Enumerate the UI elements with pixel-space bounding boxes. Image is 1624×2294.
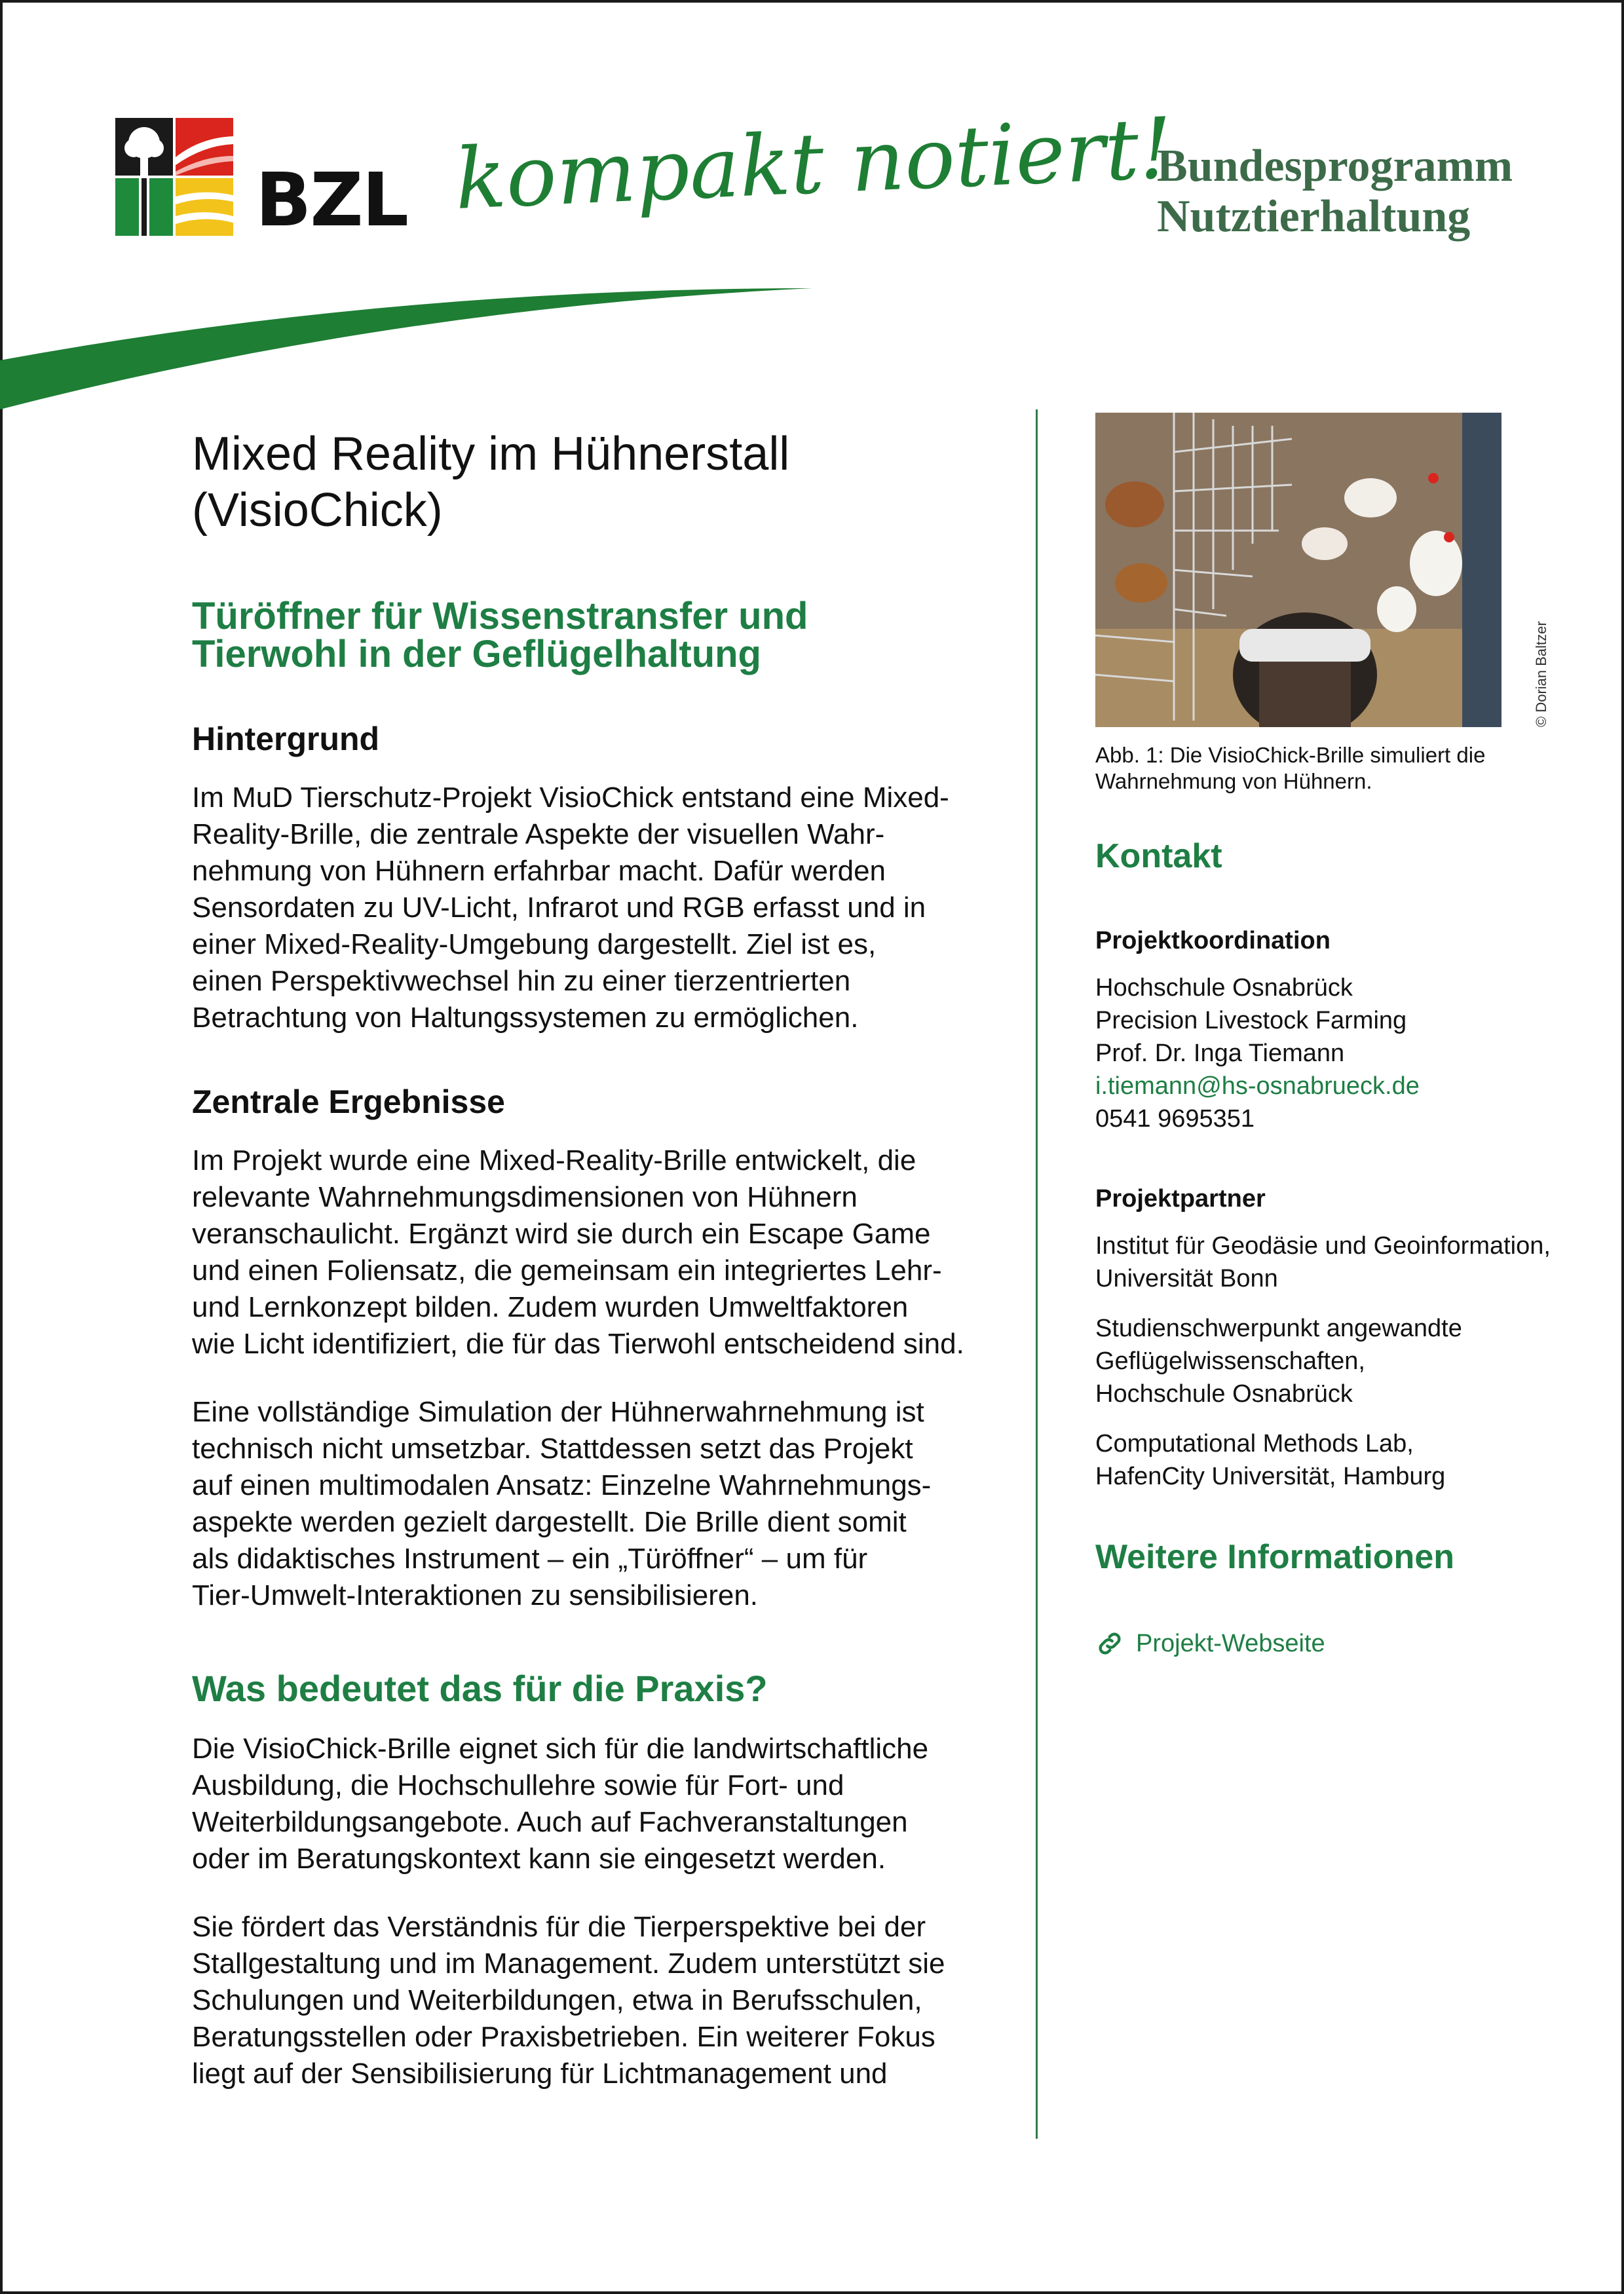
photo-caption — [1095, 742, 1515, 795]
background-heading: Hintergrund — [192, 721, 380, 757]
text-line: veranschaulicht. Ergänzt wird sie durch ein Escape Game — [192, 1218, 931, 1250]
subtitle — [192, 597, 1017, 673]
text-line: und einen Foliensatz, die gemeinsam ein integriertes Lehr- — [192, 1254, 942, 1287]
text-line: einen Perspektivwechsel hin zu einer tierzentrierten — [192, 965, 851, 997]
text-line: Geflügelwissenschaften, — [1095, 1347, 1365, 1375]
text-line: Hochschule Osnabrück — [1095, 1380, 1353, 1408]
bzl-logo — [115, 118, 233, 236]
practice-paragraph-2 — [192, 1909, 1017, 2092]
email-link[interactable]: i.tiemann@hs-osnabrueck.de — [1095, 1072, 1420, 1100]
text-line: Precision Livestock Farming — [1095, 1007, 1407, 1034]
text-line: Studienschwerpunkt angewandte — [1095, 1315, 1462, 1342]
subtitle-line: Türöffner für Wissenstransfer und — [192, 595, 808, 637]
text-line: Beratungsstellen oder Praxisbetrieben. Ein weiterer Fokus — [192, 2021, 935, 2053]
results-paragraph-1 — [192, 1142, 1017, 1363]
text-line: Betrachtung von Haltungssystemen zu ermöglichen. — [192, 1002, 859, 1034]
text-line: Institut für Geodäsie und Geoinformation, — [1095, 1232, 1551, 1260]
text-line: Die VisioChick-Brille eignet sich für die landwirtschaftliche — [192, 1733, 929, 1765]
partners-heading: Projektpartner — [1095, 1185, 1266, 1213]
text-line: Stallgestaltung und im Management. Zudem unterstützt sie — [192, 1947, 945, 1980]
text-line: Universität Bonn — [1095, 1265, 1278, 1292]
sidebar — [1095, 835, 1580, 1658]
text-line: relevante Wahrnehmungsdimensionen von Hühnern — [192, 1181, 858, 1213]
text-line: technisch nicht umsetzbar. Stattdessen setzt das Projekt — [192, 1433, 913, 1465]
text-line: wie Licht identifiziert, die für das Tierwohl entscheidend sind. — [192, 1328, 964, 1360]
info-heading: Weitere Informationen — [1095, 1538, 1455, 1576]
logo-wordmark: BZL — [255, 158, 407, 243]
title-line: Mixed Reality im Hühnerstall — [192, 428, 790, 480]
phone-number: 0541 9695351 — [1095, 1105, 1255, 1133]
program-name — [1157, 141, 1513, 242]
text-line: einer Mixed-Reality-Umgebung dargestellt. Ziel ist es, — [192, 928, 877, 960]
text-line: Prof. Dr. Inga Tiemann — [1095, 1040, 1345, 1067]
main-content — [192, 426, 1017, 2092]
text-line: Weiterbildungsangebote. Auch auf Fachveranstaltungen — [192, 1806, 908, 1838]
contact-heading: Kontakt — [1095, 837, 1222, 875]
text-line: auf einen multimodalen Ansatz: Einzelne Wahrnehmungs- — [192, 1469, 932, 1501]
slogan: kompakt notiert! — [453, 100, 1175, 229]
caption-line: Wahrnehmung von Hühnern. — [1095, 769, 1372, 793]
text-line: Tier-Umwelt-Interaktionen zu sensibilisieren. — [192, 1579, 759, 1611]
photo-credit: © Dorian Baltzer — [1533, 621, 1549, 727]
text-line: Im MuD Tierschutz-Projekt VisioChick entstand eine Mixed- — [192, 781, 949, 814]
link-icon — [1095, 1629, 1124, 1658]
caption-line: Abb. 1: Die VisioChick-Brille simuliert die — [1095, 743, 1486, 767]
coordination-block — [1095, 971, 1580, 1135]
visiochick-photo — [1095, 413, 1501, 727]
text-line: Sensordaten zu UV-Licht, Infrarot und RGB erfasst und in — [192, 892, 926, 924]
partner-3 — [1095, 1427, 1580, 1493]
text-line: und Lernkonzept bilden. Zudem wurden Umweltfaktoren — [192, 1291, 909, 1323]
results-heading: Zentrale Ergebnisse — [192, 1083, 505, 1120]
text-line: Schulungen und Weiterbildungen, etwa in Berufsschulen, — [192, 1984, 922, 2016]
text-line: nehmung von Hühnern erfahrbar macht. Dafür werden — [192, 855, 886, 887]
column-divider — [1036, 409, 1038, 2139]
text-line: liegt auf der Sensibilisierung für Lichtmanagement und — [192, 2058, 888, 2090]
partner-2 — [1095, 1312, 1580, 1410]
program-line-1: Bundesprogramm — [1157, 141, 1513, 191]
header-swoosh — [0, 282, 825, 413]
page-title — [192, 426, 1017, 538]
link-label[interactable]: Projekt-Webseite — [1136, 1629, 1325, 1657]
text-line: Ausbildung, die Hochschullehre sowie für Fort- und — [192, 1769, 844, 1801]
title-line: (VisioChick) — [192, 484, 443, 536]
text-line: oder im Beratungskontext kann sie eingesetzt werden. — [192, 1843, 886, 1875]
text-line: als didaktisches Instrument – ein „Türöffner“ – um für — [192, 1543, 868, 1575]
text-line: Im Projekt wurde eine Mixed-Reality-Brille entwickelt, die — [192, 1144, 916, 1176]
program-line-2: Nutztierhaltung — [1157, 191, 1471, 242]
text-line: Reality-Brille, die zentrale Aspekte der visuellen Wahr- — [192, 818, 885, 850]
text-line: HafenCity Universität, Hamburg — [1095, 1463, 1446, 1490]
text-line: Hochschule Osnabrück — [1095, 974, 1353, 1002]
results-paragraph-2 — [192, 1394, 1017, 1614]
partner-1 — [1095, 1230, 1580, 1295]
text-line: aspekte werden gezielt dargestellt. Die Brille dient somit — [192, 1506, 907, 1538]
practice-paragraph-1 — [192, 1731, 1017, 1877]
project-website-link[interactable] — [1095, 1629, 1580, 1658]
text-line: Computational Methods Lab, — [1095, 1430, 1414, 1457]
coordination-heading: Projektkoordination — [1095, 927, 1331, 954]
practice-heading: Was bedeutet das für die Praxis? — [192, 1668, 768, 1709]
background-paragraph — [192, 780, 1017, 1036]
subtitle-line: Tierwohl in der Geflügelhaltung — [192, 633, 761, 675]
text-line: Sie fördert das Verständnis für die Tierperspektive bei der — [192, 1911, 926, 1943]
text-line: Eine vollständige Simulation der Hühnerwahrnehmung ist — [192, 1396, 924, 1428]
